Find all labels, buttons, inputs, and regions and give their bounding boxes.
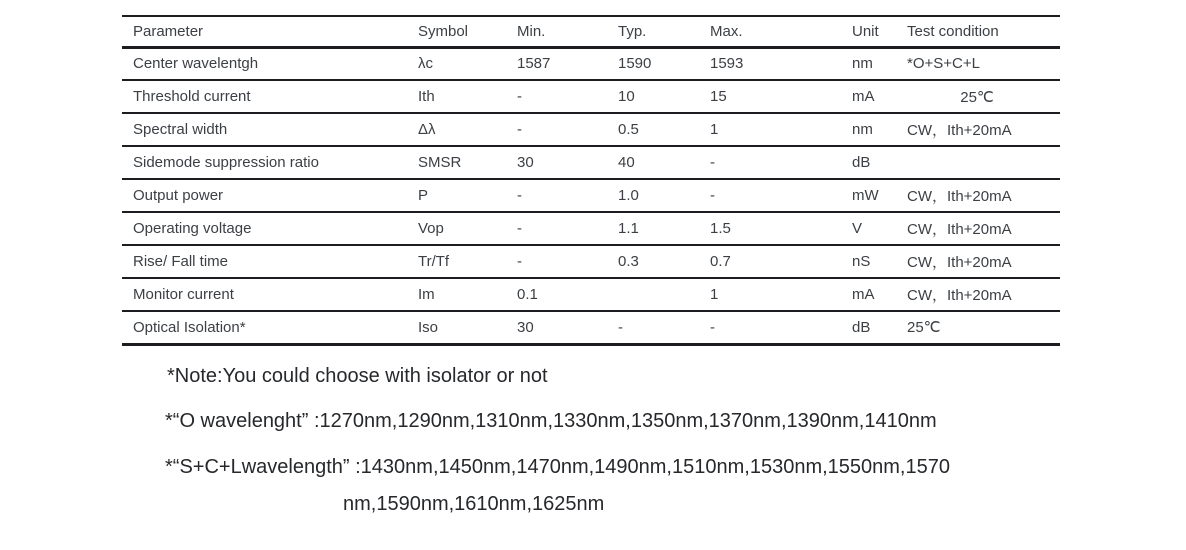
cell-test: CW，Ith+20mA <box>907 122 1012 139</box>
col-header-test-condition: Test condition <box>907 22 999 40</box>
cell-max: 15 <box>710 88 727 105</box>
cell-unit: mA <box>852 286 875 303</box>
cell-unit: nm <box>852 121 873 138</box>
cell-min: - <box>517 121 522 138</box>
table-row <box>122 278 1060 311</box>
footnote-o-wavelengths: *“O wavelenght” :1270nm,1290nm,1310nm,1330nm,1350nm,1370nm,1390nm,1410nm <box>165 410 937 432</box>
col-header-parameter: Parameter <box>133 22 204 40</box>
cell-unit: dB <box>852 318 871 336</box>
cell-max: 1 <box>710 286 719 303</box>
cell-symbol: Δλ <box>418 121 436 138</box>
table-header-row <box>122 16 1060 47</box>
cell-unit: nS <box>852 253 871 270</box>
cell-symbol: Vop <box>418 220 444 237</box>
cell-test: 25℃ <box>907 319 941 337</box>
cell-test <box>896 146 1060 179</box>
cell-symbol: Ith <box>418 88 435 105</box>
col-header-typ: Typ. <box>618 22 647 40</box>
table-row <box>122 245 1060 278</box>
cell-max: 1593 <box>710 55 744 73</box>
cell-min: 30 <box>517 154 534 171</box>
cell-test: 25℃ <box>960 88 994 106</box>
table-row <box>122 47 1060 80</box>
cell-max: - <box>710 318 715 336</box>
col-header-max: Max. <box>710 22 743 40</box>
footnote-isolator: *Note:You could choose with isolator or not <box>167 365 548 387</box>
cell-parameter: Rise/ Fall time <box>133 253 229 270</box>
cell-min: - <box>517 220 522 237</box>
cell-parameter: Threshold current <box>133 88 251 105</box>
spec-table <box>122 15 1060 346</box>
table-row <box>122 113 1060 146</box>
col-header-min: Min. <box>517 22 546 40</box>
cell-max: - <box>710 187 715 204</box>
cell-max: 1.5 <box>710 220 731 237</box>
cell-symbol: Iso <box>418 318 439 336</box>
cell-typ: 0.5 <box>618 121 639 138</box>
cell-min: 1587 <box>517 55 551 73</box>
table-row <box>122 179 1060 212</box>
cell-max: 0.7 <box>710 253 731 270</box>
cell-symbol: P <box>418 187 429 204</box>
cell-min: - <box>517 253 522 270</box>
table-row <box>122 311 1060 344</box>
cell-symbol: λc <box>418 55 433 73</box>
cell-min: 0.1 <box>517 286 538 303</box>
cell-test: CW，Ith+20mA <box>907 254 1012 271</box>
cell-typ: 1.0 <box>618 187 639 204</box>
cell-typ: 1590 <box>618 55 652 73</box>
cell-parameter: Sidemode suppression ratio <box>133 154 319 171</box>
footnote-scl-wavelengths-line2: nm,1590nm,1610nm,1625nm <box>343 493 605 515</box>
cell-parameter: Output power <box>133 187 224 204</box>
cell-parameter: Spectral width <box>133 121 228 138</box>
table-row <box>122 212 1060 245</box>
cell-test: CW，Ith+20mA <box>907 287 1012 304</box>
cell-unit: nm <box>852 55 873 73</box>
cell-test: CW，Ith+20mA <box>907 221 1012 238</box>
col-header-unit: Unit <box>852 22 879 40</box>
col-header-symbol: Symbol <box>418 22 469 40</box>
cell-parameter: Monitor current <box>133 286 234 303</box>
cell-parameter: Optical Isolation* <box>133 318 246 336</box>
cell-typ: 40 <box>618 154 635 171</box>
cell-parameter: Center wavelentgh <box>133 55 259 73</box>
cell-unit: mW <box>852 187 879 204</box>
cell-symbol: Im <box>418 286 435 303</box>
cell-symbol: SMSR <box>418 154 462 171</box>
cell-typ <box>607 278 699 311</box>
table-row <box>122 146 1060 179</box>
table-row <box>122 80 1060 113</box>
cell-min: - <box>517 88 522 105</box>
cell-typ: - <box>618 318 623 336</box>
cell-min: - <box>517 187 522 204</box>
cell-unit: mA <box>852 88 875 105</box>
cell-typ: 1.1 <box>618 220 639 237</box>
cell-unit: dB <box>852 154 871 171</box>
cell-min: 30 <box>517 318 534 336</box>
cell-test: *O+S+C+L <box>907 55 980 73</box>
cell-test: CW，Ith+20mA <box>907 188 1012 205</box>
cell-max: 1 <box>710 121 719 138</box>
cell-typ: 10 <box>618 88 635 105</box>
cell-typ: 0.3 <box>618 253 639 270</box>
cell-symbol: Tr/Tf <box>418 253 450 270</box>
cell-max: - <box>710 154 715 171</box>
cell-unit: V <box>852 220 863 237</box>
footnote-scl-wavelengths-line1: *“S+C+Lwavelength” :1430nm,1450nm,1470nm,1490nm,1510nm,1530nm,1550nm,1570 <box>165 456 950 478</box>
cell-parameter: Operating voltage <box>133 220 252 237</box>
